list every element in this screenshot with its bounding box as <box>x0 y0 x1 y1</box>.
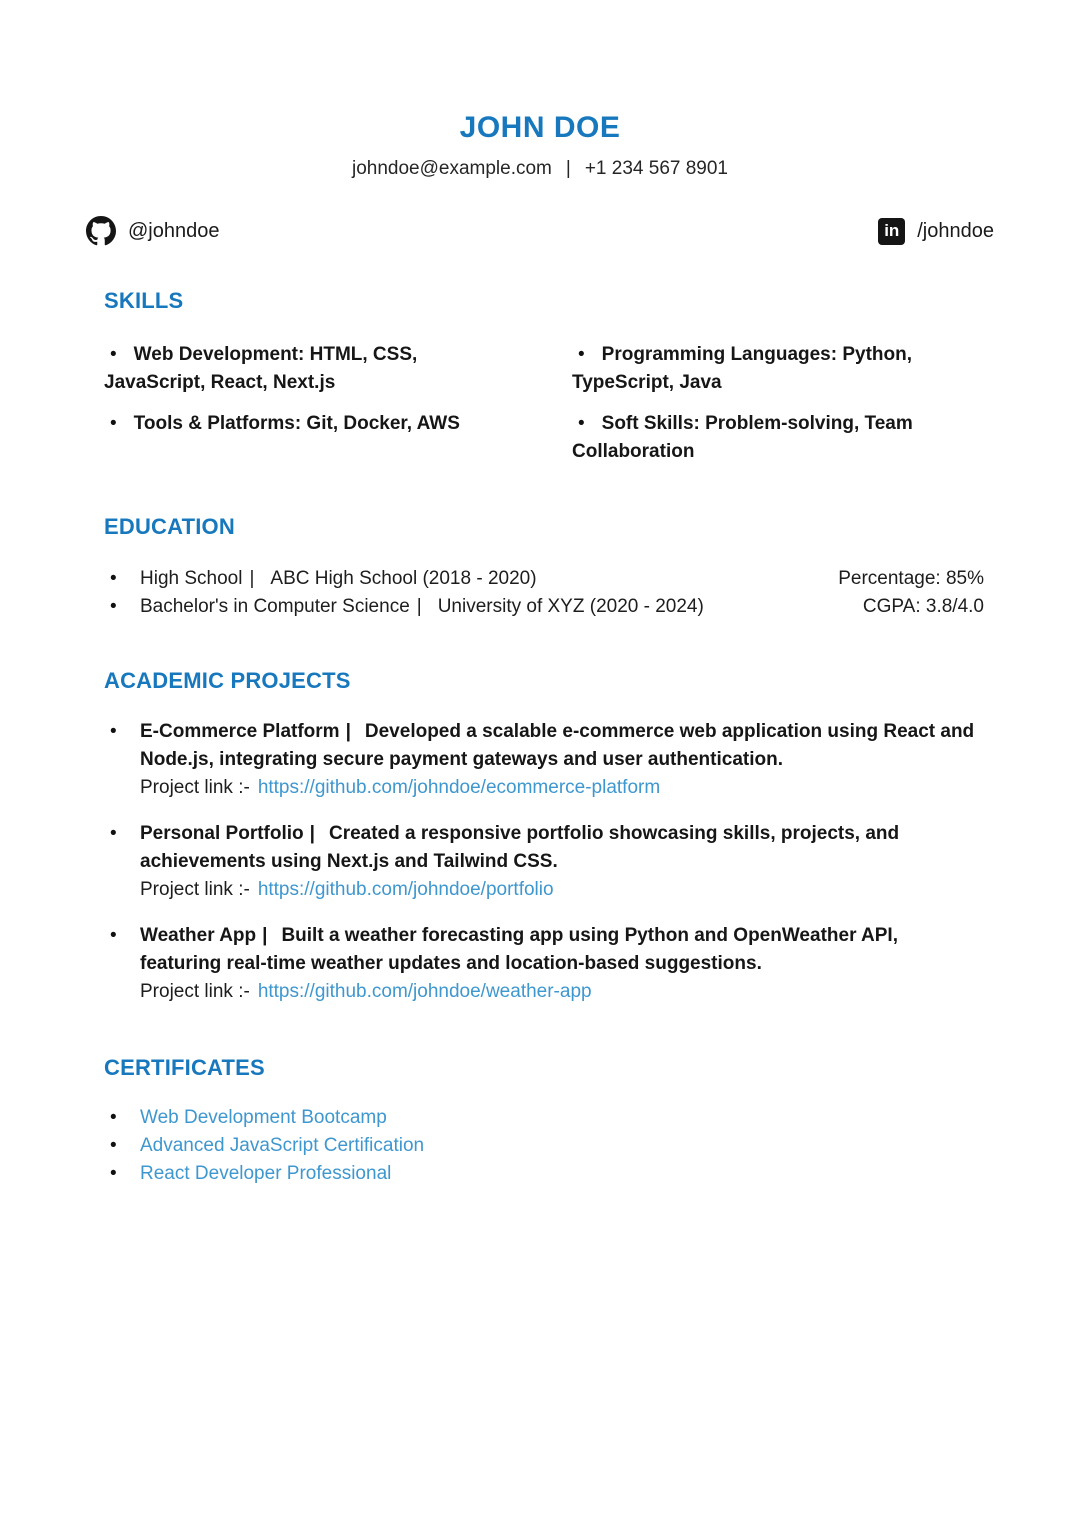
project-link-label: Project link :- <box>140 981 250 1002</box>
skill-text: Soft Skills: Problem-solving, Team Collaboration <box>572 413 913 462</box>
institution-text: ABC High School (2018 - 2020) <box>270 568 537 589</box>
degree-text: High School <box>140 568 243 589</box>
projects-list <box>104 718 984 1006</box>
contact-separator: | <box>565 158 571 179</box>
bullet-icon: • <box>110 413 117 434</box>
education-row <box>104 565 984 593</box>
project-title: Weather App <box>140 925 257 946</box>
pipe-separator: | <box>416 596 422 617</box>
contact-line <box>86 158 994 180</box>
project-link-line <box>140 774 984 802</box>
bullet-icon: • <box>110 344 117 365</box>
education-list <box>104 565 984 621</box>
projects-section <box>104 668 984 1006</box>
education-section <box>104 514 984 621</box>
certificate-link[interactable]: Advanced JavaScript Certification <box>140 1135 425 1156</box>
project-title: Personal Portfolio <box>140 823 304 844</box>
score-text: Percentage: 85% <box>838 568 984 589</box>
skill-text: Programming Languages: Python, TypeScript, Java <box>572 344 913 393</box>
bullet-icon: • <box>110 568 117 589</box>
page-title: JOHN DOE <box>459 111 621 144</box>
score-text: CGPA: 3.8/4.0 <box>862 596 984 617</box>
project-link[interactable]: https://github.com/johndoe/portfolio <box>257 879 554 900</box>
github-icon <box>86 216 116 246</box>
project-item <box>104 718 984 802</box>
bullet-icon: • <box>110 1135 117 1156</box>
skill-text: Web Development: HTML, CSS, JavaScript, React, Next.js <box>104 344 418 393</box>
certificate-link[interactable]: React Developer Professional <box>140 1163 392 1184</box>
project-title: E-Commerce Platform <box>140 721 340 742</box>
bullet-icon: • <box>110 721 117 742</box>
certificate-row <box>104 1132 984 1160</box>
skills-section <box>104 288 984 466</box>
bullet-icon: • <box>110 823 117 844</box>
project-link[interactable]: https://github.com/johndoe/weather-app <box>257 981 592 1002</box>
education-row <box>104 593 984 621</box>
degree-text: Bachelor's in Computer Science <box>140 596 410 617</box>
bullet-icon: • <box>110 1163 117 1184</box>
github-handle[interactable]: @johndoe <box>128 219 220 242</box>
skills-heading: SKILLS <box>104 288 184 313</box>
bullet-icon: • <box>110 596 117 617</box>
phone-text: +1 234 567 8901 <box>584 158 728 179</box>
project-item <box>104 820 984 904</box>
skills-list <box>104 341 984 466</box>
certificates-section <box>104 1055 984 1188</box>
bullet-icon: • <box>110 925 117 946</box>
project-link[interactable]: https://github.com/johndoe/ecommerce-platform <box>257 777 661 798</box>
skill-item <box>572 341 984 397</box>
social-row <box>86 216 994 246</box>
linkedin-profile[interactable] <box>878 218 994 245</box>
certificates-list <box>104 1104 984 1188</box>
project-link-line <box>140 978 984 1006</box>
project-description: Personal Portfolio | Created a responsive portfolio showcasing skills, projects, and achievements using Next.js and Tailwind CSS. <box>140 823 900 872</box>
pipe-separator: | <box>249 568 255 589</box>
linkedin-handle[interactable]: /johndoe <box>917 219 994 242</box>
pipe-separator: | <box>345 721 351 742</box>
project-description: E-Commerce Platform | Developed a scalable e-commerce web application using React and Node.js, integrating secure payment gateways and user authentication. <box>140 721 975 770</box>
project-link-line <box>140 876 984 904</box>
skill-text: Tools & Platforms: Git, Docker, AWS <box>133 413 460 434</box>
institution-text: University of XYZ (2020 - 2024) <box>437 596 704 617</box>
linkedin-icon: in <box>878 218 905 245</box>
skill-item <box>104 341 516 397</box>
skill-item <box>104 410 516 466</box>
education-heading: EDUCATION <box>104 514 235 539</box>
certificates-heading: CERTIFICATES <box>104 1055 265 1080</box>
project-description: Weather App | Built a weather forecasting app using Python and OpenWeather API, featuring real-time weather updates and location-based suggestions. <box>140 925 898 974</box>
project-link-label: Project link :- <box>140 777 250 798</box>
pipe-separator: | <box>309 823 315 844</box>
certificate-link[interactable]: Web Development Bootcamp <box>140 1107 387 1128</box>
project-item <box>104 922 984 1006</box>
projects-heading: ACADEMIC PROJECTS <box>104 668 351 693</box>
bullet-icon: • <box>578 413 585 434</box>
bullet-icon: • <box>578 344 585 365</box>
project-link-label: Project link :- <box>140 879 250 900</box>
pipe-separator: | <box>262 925 268 946</box>
github-profile[interactable] <box>86 216 219 246</box>
skill-item <box>572 410 984 466</box>
certificate-row <box>104 1160 984 1188</box>
bullet-icon: • <box>110 1107 117 1128</box>
certificate-row <box>104 1104 984 1132</box>
email-text: johndoe@example.com <box>351 158 552 179</box>
